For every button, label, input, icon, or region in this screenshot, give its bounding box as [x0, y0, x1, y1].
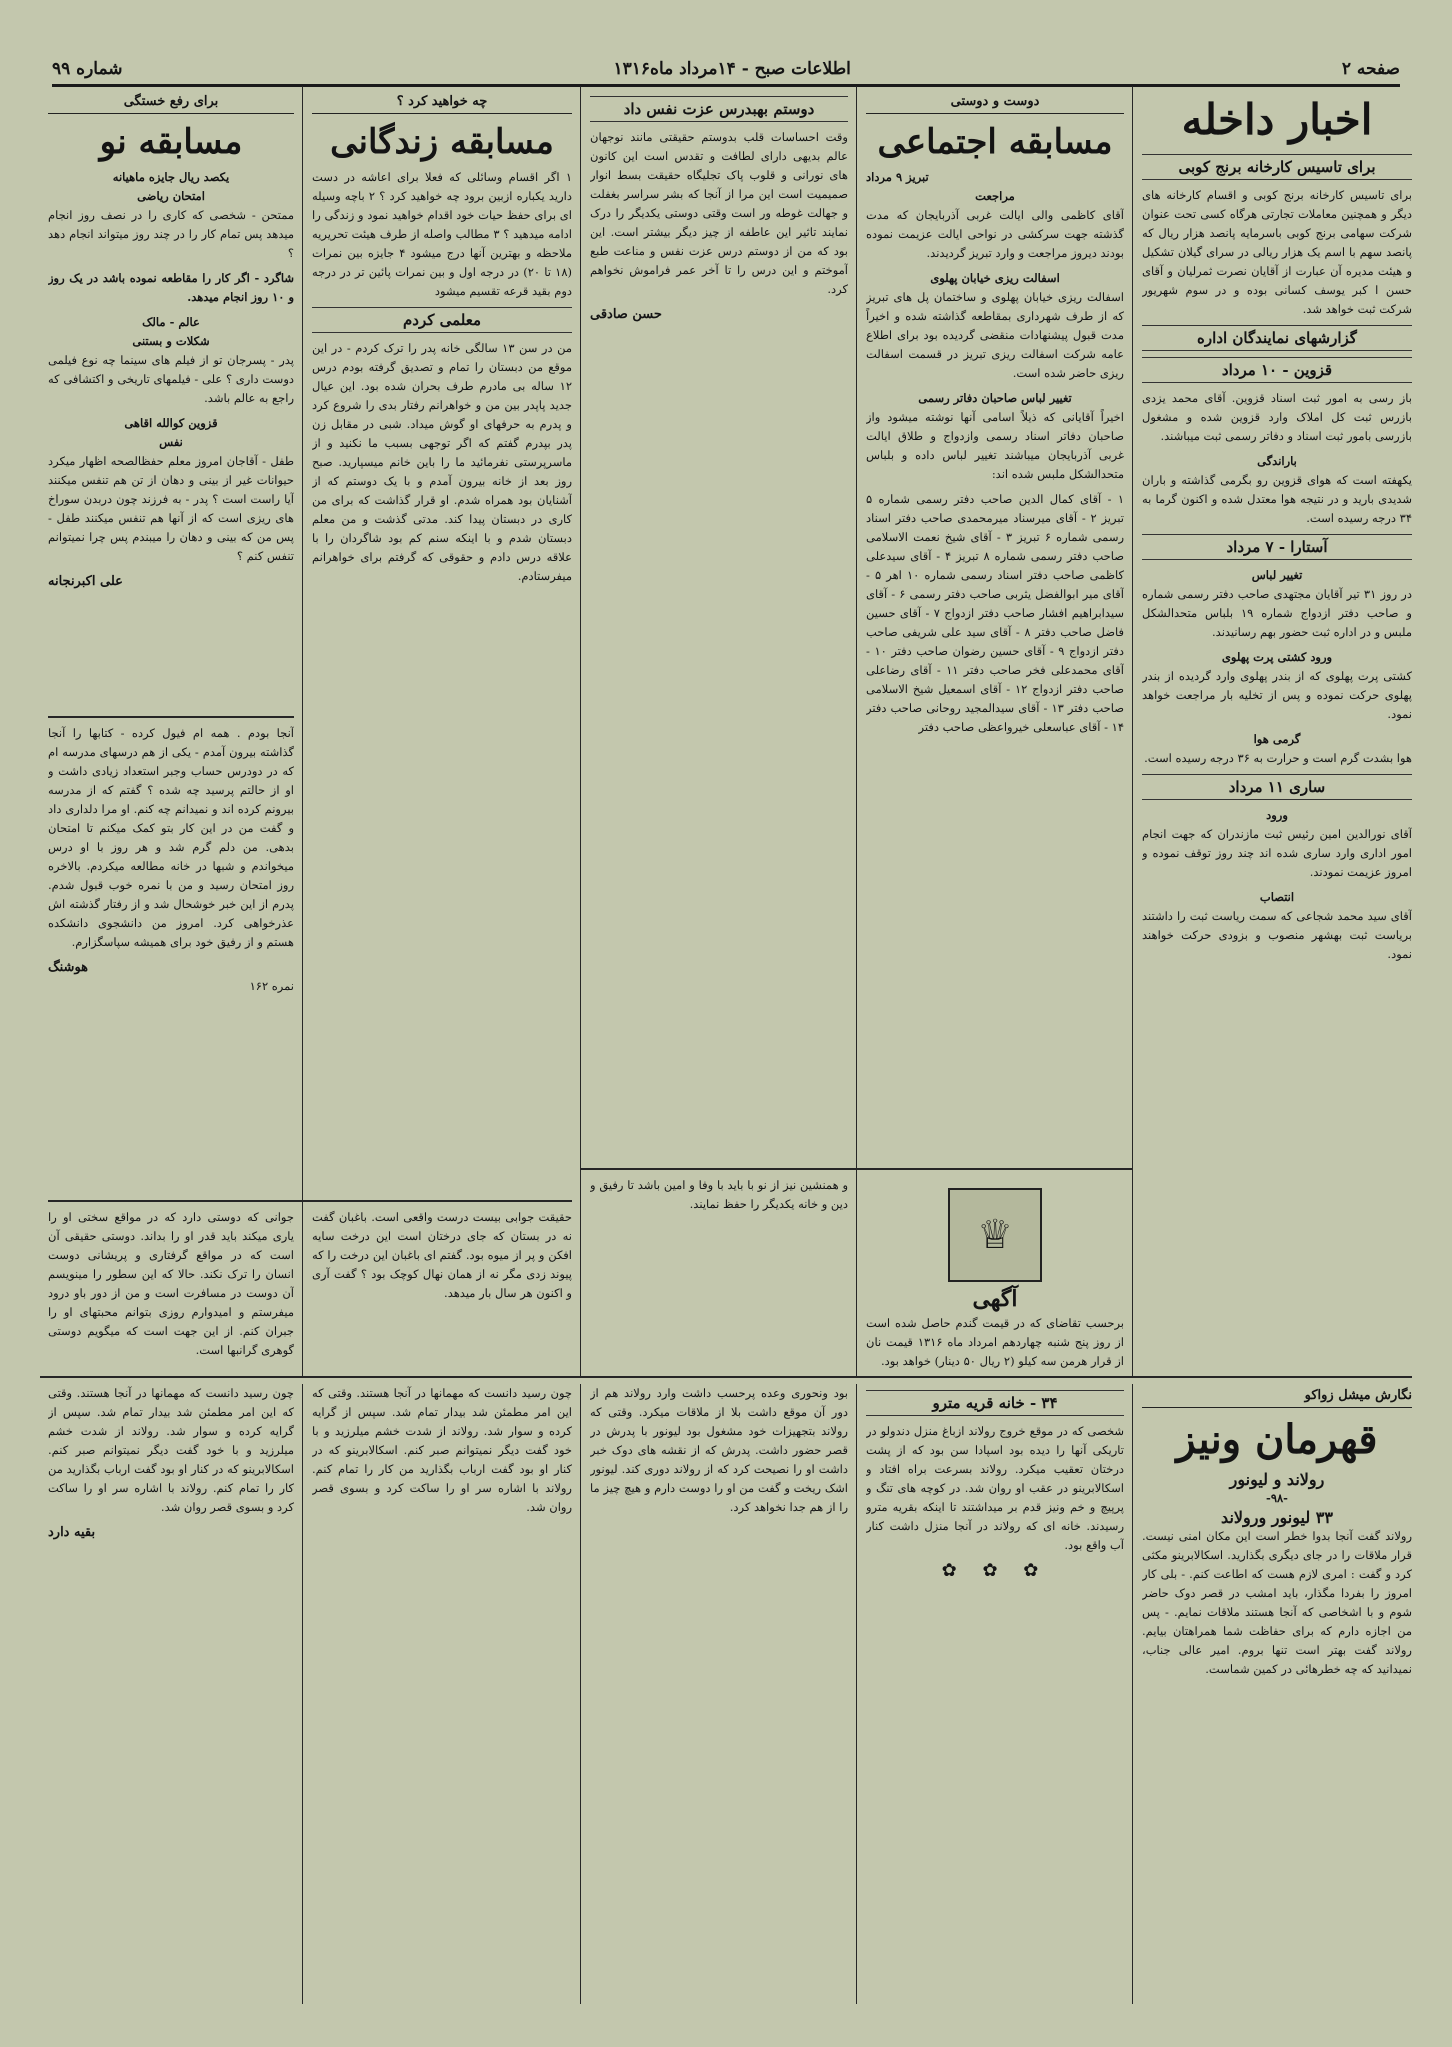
news-title: ساری ۱۱ مرداد: [1142, 774, 1412, 800]
contest-headline: مسابقه نو: [99, 122, 243, 162]
news-body: در روز ۳۱ تیر آقایان مجتهدی صاحب دفتر رسمی شماره و صاحب دفتر ازدواج شماره ۱۹ بلباس متحدالشکل ملبس و در اداره ثبت حضور بهم رسانیدند.: [1142, 587, 1412, 639]
column-rule: [302, 86, 303, 1376]
story-signature: [48, 1366, 294, 1368]
news-title: برای تاسیس کارخانه برنج کوبی: [1142, 154, 1412, 180]
news-subtitle: اسفالت ریزی خیابان پهلوی: [930, 271, 1060, 285]
closing-note-column: [590, 1176, 848, 1370]
page-number: صفحه ۲: [1341, 59, 1400, 79]
page-header: [52, 54, 1400, 87]
essay-body: وقت احساسات قلب بدوستم حقیقتی مانند نوجهان عالم بدیهی دارای لطافت و تقدس است این کانون های نورانی و قلوب پاک تجلیگاه حقیقت بسط انوار صمیمیت است این مرا از آنجا که بشر سراسر بغفلت و جهالت غوطه ور است وقتی دوستی یکدیگر را درک نمایند تاثیر این عاطفه از چیز دیگر بیشتر است. این بود که من از دوستم درس عزت نفس و مناعت طبع آموختم و این درس را تا آخر عمر فراموش نخواهم کرد.: [590, 130, 848, 296]
domestic-news-headline: اخبار داخله: [1181, 95, 1373, 144]
news-subtitle: تغییر لباس: [1251, 568, 1303, 582]
news-body: اخیراً آقایانی که ذیلاً اسامی آنها نوشته میشود واز صاحبان دفاتر اسناد رسمی وازدواج و طلاق ایالت غربی آذربایجان میباشند تغییر لباس داده و بلباس متحدالشکل ملبس شده اند:: [866, 410, 1124, 481]
friendship-essay-column: [590, 90, 848, 1160]
joke-body: ممتحن - شخصی که کاری را در نصف روز انجام میدهد پس تمام کار را در چند روز میتواند انجام دهد ؟: [48, 208, 294, 260]
serial-subtitle: رولاند و لیونور: [1229, 1470, 1325, 1489]
news-subtitle: ورود: [1266, 808, 1288, 822]
column-rule: [1132, 86, 1133, 1376]
serial-body: بود ونحوری وعده پرحسب داشت وارد رولاند هم از دور آن موقع داشت بلا از ملاقات میکرد. وقتی که رولاند بتجهیزات خود مشغول بود لیونور با پدرش در قصر حضور داشت. پدرش که از نقشه های دوک خبر داشت او را نصیحت کرد که از رولاند دوری کند. لیونور اشک ریخت و گفت من او را دوست دارم و هیچ چیز ما را از هم جدا نخواهد کرد.: [590, 1386, 848, 1514]
contest-kicker: چه خواهید کرد ؟: [312, 90, 572, 114]
star-ornament-icon: ✿ ✿ ✿: [941, 1560, 1049, 1581]
serial-continued: بقیه دارد: [48, 1525, 96, 1540]
column-rule: [302, 1384, 303, 2004]
joke-title: قزوین کوالله اقاهی: [124, 416, 218, 430]
story-number: نمره ۱۶۲: [249, 979, 294, 993]
serial-author: نگارش میشل زواکو: [1142, 1384, 1412, 1408]
social-contest-column: [866, 90, 1124, 1370]
notice-body: برحسب تقاضای که در قیمت گندم حاصل شده است از روز پنج شنبه چهاردهم امرداد ماه ۱۳۱۶ قیمت نان از قرار هرمن سه کیلو (۲ ریال ۵۰ دینار) خواهد بود.: [866, 1316, 1124, 1368]
news-body: هوا بشدت گرم است و حرارت به ۳۶ درجه رسیده است.: [1144, 751, 1412, 765]
serial-novel-column-2: [866, 1384, 1124, 2004]
life-contest-column: [312, 90, 572, 1160]
gardener-story-column: [312, 1208, 572, 1368]
serial-novel-column-4: [312, 1384, 572, 2004]
column-rule: [856, 86, 857, 1376]
serial-body: رولاند گفت آنجا بدوا خطر است این مکان امنی نیست. قرار ملاقات را در جای دیگری بگذارید. اسکالابرینو مکثی کرد و گفت : امری لازم هست که اطاعت کنم. - بلی کار امروز را بفردا مگذار، باید امشب در قصر دوک حاضر شوم و با اشخاصی که آنجا هستند ملاقات نمایم. - پس من اجازه دارم که برای حفاظت شما همراهتان بیایم. رولاند گفت بهتر است تنها بروم. امیر عالی جناب، نمیدانید که چه خطرهائی در کمین شماست.: [1142, 1529, 1412, 1676]
serial-novel-column-5: [48, 1384, 294, 2004]
friendship-story-column: [48, 1208, 294, 1368]
joke-title: شکلات و بستنی: [132, 334, 210, 348]
contest-rules: ۱ اگر اقسام وسائلی که فعلا برای اعاشه در دست دارید یکباره ازبین برود چه خواهید کرد ؟ ۲ باچه وسیله ای برای حفظ حیات خود اقدام خواهید نمود و زندگی را ادامه میدهید ؟ ۳ مطالب واصله از طرف هیئت تحریریه ملاحظه و بهترین آنها درج میشود ۴ جایزه بین نمرات (۱۸ تا ۲۰) در درجه اول و بین نمرات پائین تر در درجه دوم بقید قرعه تقسیم میشود: [312, 170, 572, 298]
notice-title: آگهی: [972, 1286, 1018, 1312]
column-rule: [856, 1384, 857, 2004]
joke-signature: علی اکبرنجانه: [48, 574, 123, 589]
contest-headline: مسابقه زندگانی: [330, 122, 554, 162]
news-body: کشتی پرت پهلوی که از بندر پهلوی وارد گردیده از بندر پهلوی حرکت نموده و پس از تخلیه بار مراجعت خواهد نمود.: [1142, 669, 1412, 721]
contest-headline: مسابقه اجتماعی: [877, 122, 1113, 162]
news-subtitle: مراجعت: [975, 189, 1015, 203]
story-body: آنجا بودم . همه ام فیول کرده - کتابها را آنجا گذاشته بیرون آمدم - یکی از هم درسهای مدرسه ام که در دودرس حساب وجبر استعداد زیادی داشت و او از حالتم پرسید چه شده ؟ گفتم که از مدرسه بیرونم کرده اند و نمیدانم چه کنم. او مرا دلداری داد و گفت من در این کار بتو کمک میکنم تا امتحان بدهی. من دلم گرم شد و هر روز با او درس میخواندم و شبها در خانه مطالعه میکردم. بالاخره روز امتحان رسید و من با نمره خوب قبول شدم. پدرم از این خبر خوشحال شد و از رفتار گذشته اش عذرخواهی کرد. امروز من دانشجوی دانشکده هستم و از رفیق خود برای همیشه سپاسگزارم.: [48, 726, 294, 949]
serial-body: شخصی که در موقع خروج رولاند ازباغ منزل دندولو در تاریکی آنها را دیده بود اسپادا سن بود که از پشت درختان تعقیب میکرد. رولاند بسرعت براه افتاد و اسکالابرینو در عقب او روان شد. در کوچه های تنگ و پرپیچ و خم ونیز قدم بر میداشتند تا اینکه بقریه مترو رسیدند. خانه ای که رولاند در آنجا منزل داشت کنار آب واقع بود.: [866, 1424, 1124, 1552]
news-body: آقای نورالدین امین رئیس ثبت مازندران که جهت انجام امور اداری وارد ساری شده اند چند روز توقف نموده و امروز عزیمت نمودند.: [1142, 827, 1412, 879]
emblem-icon: ♕: [948, 1188, 1042, 1282]
essay-title: دوستم بهبدرس عزت نفس داد: [590, 96, 848, 122]
section-rule: [48, 1200, 572, 1202]
news-subtitle: تغییر لباس صاحبان دفاتر رسمی: [918, 391, 1072, 405]
story-body: من در سن ۱۳ سالگی خانه پدر را ترک کردم - در این موقع من دبستان را تمام و تصدیق گرفته بودم درس ۱۲ ساله بی مادرم طرف بحران شده بود. این عیال جدید پاپدر بین من و خواهرانم رفتار بدی را شروع کرد و پدرم به حرفهای او گوش میداد. شبی در مقابل زن پدر بپدرم گفتم که اگر توجهی بسبب ما نکنید و از ماسرپرستی نفرمائید ما را باین خانم میسپارید. صبح روز بعد از خانه بیرون آمدم و با یک دوستم که از آشنایان بود همراه شدم. او قرار گذاشت که برای من کاری در دبستان پیدا کند. مدتی گذشت و من معلم دبستان شدم و با اینکه سنم کم بود شاگردان را با علاقه درس دادم و حقوقی که گرفتم برای خواهرانم میفرستادم.: [312, 341, 572, 583]
news-body: اسفالت ریزی خیابان پهلوی و ساختمان پل های تبریز که از طرف شهرداری بمقاطعه گذاشته شده و اخیراً مدت قبول پیشنهادات منقضی گردیده بود برای اطلاع عامه شرکت اسفالت ریزی تبریز در قسمت اسفالت ریزی حاضر شده است.: [866, 290, 1124, 380]
story-body: جوانی که دوستی دارد که در مواقع سختی او را یاری میکند باید قدر او را بداند. دوستی حقیقی آن است که در مواقع گرفتاری و پریشانی دوست انسان را ترک نکند. حالا که این سطور را مینویسم آن دوست در مسافرت است و من از دور باو درود میفرستم و امیدوارم روزی بتوانم محبتهای او را جبران کنم. از این جهت است که میگویم دوستی گوهری گرانبها است.: [48, 1210, 294, 1357]
joke-title: عالم - مالک: [142, 315, 200, 329]
news-body: برای تاسیس کارخانه برنج کوبی و اقسام کارخانه های دیگر و همچنین معاملات تجارتی هرگاه کسی تحت عنوان شرکت سهامی برنج کوبی باسرمایه پانصد هزار ریال که پانصد سهم با اسم یک هزار ریالی در سرای گیلان تشکیل و هیئت مدیره آن عبارت از آقایان نصرت ثمرلیان و آقای حسن ا کبر یوسف کسانی بوده و در سوم شهریور شرکت ثبت خواهد شد.: [1142, 188, 1412, 316]
joke-body: پدر - پسرجان تو از فیلم های سینما چه نوع فیلمی دوست داری ؟ علی - فیلمهای تاریخی و اکتشافی که راجع به عالم باشد.: [48, 353, 294, 405]
news-body: آقای سید محمد شجاعی که سمت ریاست ثبت را داشتند بریاست ثبت بهشهر منصوب و بزودی حرکت خواهند نمود.: [1142, 909, 1412, 961]
notice-box: [866, 1180, 1124, 1370]
joke-body: طفل - آقاجان امروز معلم حفظالصحه اظهار میکرد حیوانات غیر از بینی و دهان از تن هم تنفس میکنند آیا راست است ؟ پدر - به فرزند چون دربدن سوراخ های ریزی است که از آنها هم تنفس میکنند طفل - پس من که بینی و دهان را میبندم پس چرا نمیتوانم تنفس کنم ؟: [48, 454, 294, 563]
serial-body: چون رسید دانست که مهمانها در آنجا هستند. وقتی که این امر مطمئن شد بیدار تمام شد. سپس از گرایه کرده و سوار شد. رولاند از شدت خشم میلرزید و با خود گفت دیگر نمیتوانم صبر کنم. اسکالابرینو که در کنار او بود گفت ارباب بگذارید من کار را تمام کنم. رولاند با اشاره سر او را ساکت کرد و بسوی قصر روان شد.: [48, 1386, 294, 1514]
column-rule: [580, 1384, 581, 2004]
news-title: گزارشهای نمایندگان اداره: [1142, 325, 1412, 351]
serial-chapter: ۳۴ - خانه قریه مترو: [866, 1390, 1124, 1416]
serial-episode: -۹۸-: [1266, 1491, 1288, 1505]
essay-signature: حسن صادقی: [590, 307, 662, 322]
news-subtitle: باراندگی: [1257, 454, 1297, 468]
section-rule: [40, 1376, 1412, 1378]
serial-headline: قهرمان ونیز: [1176, 1416, 1378, 1463]
names-list: ۱ - آقای کمال الدین صاحب دفتر رسمی شماره ۵ تبریز ۲ - آقای میرسناد میرمحمدی صاحب دفتر اسناد رسمی شماره ۶ تبریز ۳ - آقای شیخ نعمت الاسلامی صاحب دفتر رسمی شماره ۸ تبریز ۴ - آقای سیدعلی کاظمی صاحب دفتر اسناد رسمی شماره ۱۰ اهر ۵ - آقای میر ابوالفضل یثربی صاحب دفتر رسمی ۶ - آقای سیدابراهیم افشار صاحب دفتر ازدواج ۷ - آقای حسین فاضل صاحب دفتر ۸ - آقای سید علی شریفی صاحب دفتر ازدواج ۹ - آقای حسین رضوان صاحب دفتر ۱۰ - آقای محمدعلی فخر صاحب دفتر ۱۱ - آقای رضاعلی صاحب دفتر ازدواج ۱۲ - آقای اسمعیل شیخ الاسلامی صاحب دفتر ۱۳ - آقای سیدالمجید روحانی صاحب دفتر ۱۴ - آقای عباسعلی خیرواعظی صاحب دفتر: [866, 492, 1124, 734]
domestic-news-column: [1142, 90, 1412, 1150]
issue-number: شماره ۹۹: [52, 59, 123, 79]
story-body: و همنشین نیز از نو با باید با وفا و امین باشد تا رفیق و دین و خانه یکدیگر را حفظ نمایند.: [590, 1178, 848, 1211]
story-body: حقیقت جوابی بیست درست واقعی است. باغبان گفت نه در بستان که جای درختان است این درخت سایه افکن و پر از میوه بود. گفتم ای باغبان این درخت را که پیوند زدی مگر نه از همان نهال کوچک بود ؟ گفت آری و اکنون هر سال بار میدهد.: [312, 1210, 572, 1300]
news-subtitle: ورود کشتی پرت پهلوی: [1221, 650, 1333, 664]
new-contest-column: [48, 90, 294, 710]
story-signature: هوشنگ: [48, 960, 89, 975]
story-continuation-column: [48, 724, 294, 1194]
joke-body: شاگرد - اگر کار را مقاطعه نموده باشد در یک روز و ۱۰ روز انجام میدهد.: [48, 271, 294, 304]
column-rule: [580, 86, 581, 1376]
masthead-date: اطلاعات صبح - ۱۴مرداد ماه۱۳۱۶: [613, 59, 851, 79]
prize-line: یکصد ریال جایزه ماهیانه: [112, 170, 230, 184]
serial-body: چون رسید دانست که مهمانها در آنجا هستند. وقتی که این امر مطمئن شد بیدار تمام شد. سپس از گرایه کرده و سوار شد. رولاند از شدت خشم میلرزید و با خود گفت دیگر نمیتوانم صبر کنم. اسکالابرینو که در کنار او بود گفت ارباب بگذارید من کار را تمام کنم. رولاند با اشاره سر او را ساکت کرد و بسوی قصر روان شد.: [312, 1386, 572, 1514]
column-rule: [1132, 1384, 1133, 2004]
story-title: معلمی کردم: [312, 307, 572, 333]
news-body: آقای کاظمی والی ایالت غربی آذربایجان که مدت گذشته جهت سرکشی در نواحی ایالت عزیمت نموده بودند دیروز مراجعت و وارد تبریز گردیدند.: [866, 208, 1124, 260]
section-rule: [48, 716, 294, 718]
serial-novel-column: [1142, 1384, 1412, 2004]
news-title: آستارا - ۷ مرداد: [1142, 534, 1412, 560]
news-title: قزوین - ۱۰ مرداد: [1142, 357, 1412, 383]
dateline: تبریز ۹ مرداد: [866, 170, 929, 184]
serial-novel-column-3: [590, 1384, 848, 2004]
news-body: یکهفته است که هوای قزوین رو بگرمی گذاشته و باران شدیدی بارید و در نتیجه هوا معتدل شده و اکنون گرما به ۳۴ درجه رسیده است.: [1142, 473, 1412, 525]
news-subtitle: انتصاب: [1259, 890, 1295, 904]
joke-title: نفس: [159, 435, 183, 449]
serial-chapter: ۳۳ لیونور ورولاند: [1221, 1508, 1333, 1527]
news-subtitle: گرمی هوا: [1253, 732, 1301, 746]
news-body: باز رسی به امور ثبت اسناد قزوین. آقای محمد یزدی بازرس ثبت کل املاک وارد قزوین شده و مشغول بازرسی بامور ثبت اسناد و دفاتر رسمی ثبت میباشند.: [1142, 391, 1412, 443]
contest-kicker: برای رفع خستگی: [48, 90, 294, 114]
contest-kicker: دوست و دوستی: [866, 90, 1124, 114]
joke-title: امتحان ریاضی: [137, 189, 205, 203]
